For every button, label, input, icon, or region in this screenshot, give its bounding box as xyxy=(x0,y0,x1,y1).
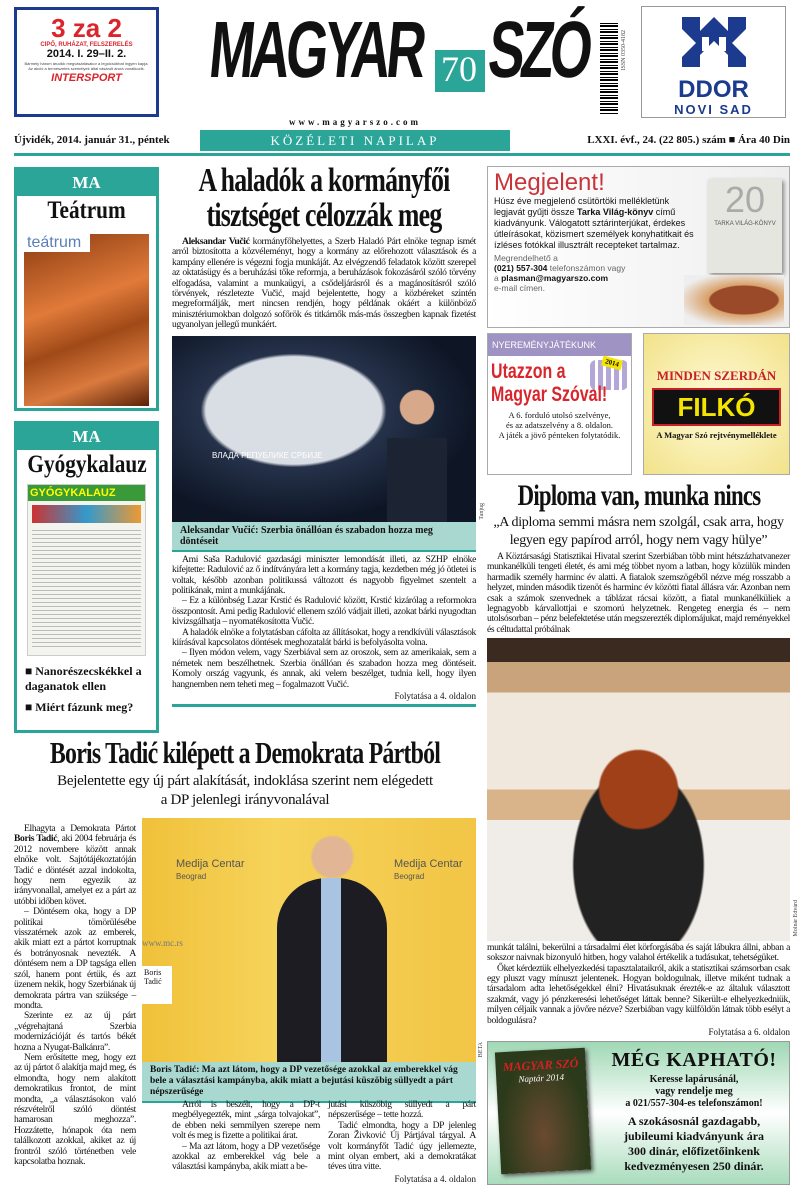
ad-filko-top: MINDEN SZERDÁN xyxy=(656,368,777,383)
backdrop-logo: Medija Centar Beograd xyxy=(176,858,245,881)
intersport-logo: INTERSPORT xyxy=(51,72,122,84)
ad-intersport-subtitle: CIPŐ, RUHÁZAT, FELSZERELÉS xyxy=(40,42,133,48)
paragraph: Ami Saša Radulović gazdasági miniszter lemondását illeti, az SZHP elnöke kifejtette: Radulović az ő indítványára lett a kormány tagja, kezdetben még jó ötletei is voltak, később azonban politikussá változott és nagyobb figyelmet szentelt a politikának, mint a munkájának. xyxy=(172,553,476,596)
lead-article xyxy=(172,162,485,701)
book-cake-photo xyxy=(684,275,784,325)
issue-info: LXXI. évf., 24. (22 805.) szám ■ Ára 40 Din xyxy=(587,134,790,146)
paragraph: Nem erősítette meg, hogy ezt az új pártot ő alakítja majd meg, és elmondta, hogy nem alakított demokratikus frontot, de mint mondta, „a választásokon való részvételről szóló döntést hamarosan meghozza”. Hozzátette, hónapok óta nem találkozott azokkal, akiket az új frontról szóló történetben vele kapcsolatba hoznak. xyxy=(14,1051,136,1167)
tadic-col3 xyxy=(328,1100,476,1184)
ddor-logo-icon xyxy=(674,11,754,73)
ad-calendar-lines: Keresse lapárusánál, vagy rendelje meg a 021/557-304-es telefonszámon! xyxy=(625,1074,763,1109)
lead-photo-person xyxy=(387,382,447,522)
masthead-logo xyxy=(205,0,595,112)
tadic-article xyxy=(14,735,476,810)
paragraph: – Ilyen módon velem, vagy Szerbiával sem az oroszok, sem az amerikaiak, sem a németek nem beszélhetnek. Szerbia önállóan és szabadon hozza meg döntéseit. Komoly ország vagyunk, és annak, aki velem beszélget, tudnia kell, hogy ilyen hangnemben nem teheti meg – fogalmazott Vučić. xyxy=(172,647,476,690)
paragraph: munkát találni, bekerülni a társadalmi élet körforgásába és saját lábukra állni, abban a sokszor naivnak bizonyuló hitben, hogy valahol értékelik a tudásukat, tehetségüket. xyxy=(487,941,790,964)
supplement-title: Gyógykalauz xyxy=(27,451,147,478)
ad-intersport-dates: 2014. I. 29–II. 2. xyxy=(46,48,127,60)
bullet-text: Nanorészecskékkel a daganatok ellen xyxy=(25,664,142,693)
paragraph: – Ma azt látom, hogy a DP vezetősége azokkal az emberekkel vág bele a választási kampányba, akik miatt a be- xyxy=(172,1140,320,1173)
lead-text-body: kormányfőhelyettes, a Szerb Haladó Párt elnöke tegnap ismét arról biztosította a közvéleményt, hogy a kormány az előrehozott választások és a kampány ellenére is végezni fogja munkáját. Az elvégzendő feladatok között szerepel az oktatásügy és a beruházási tőke reformja, a beruházások fokozásáról szóló törvény elfogadása, valamint a munkaügyi, a csődeljárásról és a magánosításról szóló törvények, részletezte Vučić, majd bejelentette, hogy a közbéreket szintén megreformálják, mert nincsen rendjén, hogy példának okáért a különböző minisztériumokban dolgozó sofőrök és titkárnők más-más összegben kapnak fizetést ugyanolyan jellegű munkáért. xyxy=(172,236,476,331)
ad-intersport[interactable] xyxy=(14,7,159,117)
paragraph: Tadić elmondta, hogy a DP jelenleg Zoran Živković Új Pártjával tárgyal. A volt kormányfőt Tadić úgy jellemezte, mint olyan embert, aki a demokratákat téves útra vitte. xyxy=(328,1119,476,1173)
filko-logo: FILKÓ xyxy=(652,388,781,426)
backdrop-logo-right: Medija Centar Beograd xyxy=(394,858,463,881)
ddor-city: NOVI SAD xyxy=(674,102,753,117)
ad-game-badge: 2014 xyxy=(601,356,623,371)
supplement-bullet[interactable]: ■ Miért fázunk meg? xyxy=(25,700,134,714)
diploma-photo-credit: Molnár Edvárd xyxy=(793,900,799,937)
ad-tarka-vilag-book[interactable] xyxy=(487,166,790,328)
calendar-cover-image: MAGYAR SZÓ Naptár 2014 xyxy=(495,1048,591,1175)
diploma-article xyxy=(487,479,799,1037)
ad-book-title: Megjelent! xyxy=(494,169,605,196)
ad-book-text: Húsz éve megjelenő csütörtöki mellékletünk legjavát gyűjti össze Tarka Világ-könyv című kiadványunk. Válogatott sztárinterjúkat, érdekes útleírásokat, közismert személyek konyhatitkait és ízléses fotókkal illusztrált recepteket tartalmaz. xyxy=(494,196,694,250)
ad-filko[interactable] xyxy=(643,333,790,475)
diploma-headline[interactable]: Diploma van, munka nincs xyxy=(517,479,761,512)
paragraph: Őket kérdeztük elhelyezkedési tapasztalataikról, akik a statisztikai számsorban csak egy pluszt vagy mínuszt jelentenek. Hogyan boldogulnak, illetve miként tudnak a társadalom adta lehetőségekkel élni? Hivatásuknak érezték-e az általuk választott szakmát, vagy jó pénzkeresési lehetőséget láttak benne? Sikerült-e elhelyezkedniük, milyen céljaik vannak a jövőre nézve? Szerbiában vagy külföldön látnak több esélyt a boldogulásra? xyxy=(487,962,790,1026)
logo-magyar: MAGYAR xyxy=(205,5,427,94)
ad-prize-game[interactable] xyxy=(487,333,632,475)
ad-intersport-promo: 3 za 2 xyxy=(51,13,122,43)
supplement-title: Teátrum xyxy=(47,197,126,224)
ad-ddor[interactable] xyxy=(641,6,786,118)
gyogykalauz-cover-logo: GYÓGYKALAUZ xyxy=(28,485,145,501)
lead-headline[interactable]: A haladók a kormányfői tisztséget célozzák meg xyxy=(198,162,450,234)
nameplate: Boris Tadić xyxy=(142,966,172,1004)
ad-filko-sub: A Magyar Szó rejtvénymelléklete xyxy=(656,430,777,440)
ad-intersport-fineprint: Bármely három árucikk megvásárlásakor a legolcsóbbat ingyen kapja. Az akció a természetes személyek által vásárolt árura vonatkozik. xyxy=(24,61,149,71)
dateline: Újvidék, 2014. január 31., péntek xyxy=(14,134,170,146)
ad-book-order: Megrendelhető a (021) 557-304 telefonszámon vagy a plasman@magyarszo.com e-mail címen. xyxy=(494,253,626,293)
section-rule xyxy=(172,704,476,707)
tagline-band xyxy=(200,130,510,151)
tadic-col1 xyxy=(14,824,136,1167)
ddor-name: DDOR xyxy=(678,76,749,103)
supplement-kicker: MA xyxy=(17,170,156,196)
paragraph: jutási küszöbig süllyedt a párt népszerűsége – tette hozzá. xyxy=(328,1099,476,1121)
tagline: KÖZÉLETI NAPILAP xyxy=(270,133,440,148)
supplement-teatrum[interactable] xyxy=(14,167,159,411)
supplement-kicker: MA xyxy=(17,424,156,450)
continued-link[interactable]: Folytatása a 4. oldalon xyxy=(394,1173,476,1184)
book-cover-image: 20 TARKA VILÁG-KÖNYV xyxy=(708,179,782,273)
paragraph: A haladók elnöke a folytatásban cáfolta az állításokat, hogy a rendkívüli választások kiírásával kapcsolatos döntések meghozatalát bárki is befolyásolta volna. xyxy=(172,626,476,648)
diploma-subhead: „A diploma semmi másra nem szolgál, csak arra, hogy legyen egy papírod arról, hogy nem vagy hülye” xyxy=(493,515,784,548)
ad-game-text: A 6. forduló utolsó szelvénye, és az adatszelvény a 8. oldalon. A játék a jövő pénteken folytatódik. xyxy=(498,410,621,440)
issn: ISSN 0350-4182 xyxy=(621,30,627,71)
ad-game-kicker: NYEREMÉNYJÁTÉKUNK xyxy=(488,334,631,356)
bullet-text: Miért fázunk meg? xyxy=(35,700,134,714)
tadic-headline[interactable]: Boris Tadić kilépett a Demokrata Pártból xyxy=(49,735,441,770)
diploma-photo xyxy=(487,638,799,941)
teatrum-cover-logo: teátrum xyxy=(24,234,90,252)
ad-calendar-title: MÉG KAPHATÓ! xyxy=(611,1049,777,1071)
continued-link[interactable]: Folytatása a 6. oldalon xyxy=(708,1027,790,1037)
lead-photo-credit: Tanjug xyxy=(479,503,485,520)
teatrum-cover-image xyxy=(24,234,149,406)
continued-link[interactable]: Folytatása a 4. oldalon xyxy=(394,691,476,701)
tadic-photo-credit: BETA xyxy=(478,1042,484,1058)
paragraph: – Döntésem oka, hogy a DP politikai tömörülésébe visszatérnek azok az emberek, akik miatt ezt a pártot korruptnak és botrányosnak nevezték. A döntésem nem a DP tagsága ellen szól, hanem pont értük, és azt üzenem nekik, hogy Szerbiának új demokrata pártra van szüksége – mondta. xyxy=(14,906,136,1011)
lead-photo xyxy=(172,336,485,522)
supplement-bullet[interactable]: ■ Nanorészecskékkel a daganatok ellen xyxy=(25,664,142,693)
tadic-caption: Boris Tadić: Ma azt látom, hogy a DP vezetősége azokkal az emberekkel vág bele a választási kampányba, akik miatt a bejutási küszöbig süllyedt a párt népszerűsége xyxy=(142,1062,476,1103)
lead-photo-sign: ВЛАДА РЕПУБЛИКЕ СРБИЈЕ xyxy=(212,451,323,460)
tadic-figure xyxy=(277,878,387,1062)
ad-game-title: Utazzon a Magyar Szóval! xyxy=(491,360,608,406)
tadic-photo xyxy=(142,818,476,1062)
tadic-col2 xyxy=(172,1100,320,1173)
paragraph: Arról is beszélt, hogy a DP-t megbélyegezték, mint „sárga tolvajokat”, de ebben neki semmilyen szerepe nem volt és meg is fizette a politikai árat. xyxy=(172,1099,320,1142)
logo-70: 70 xyxy=(441,49,477,89)
lead-name: Aleksandar Vučić xyxy=(182,236,250,247)
ad-calendar-offer: A szokásosnál gazdagabb, jubileumi kiadványunk ára 300 dinár, előfizetőinkenk kedvezményesen 250 dinár. xyxy=(623,1114,765,1173)
lead-caption: Aleksandar Vučić: Szerbia önállóan és szabadon hozza meg döntéseit xyxy=(172,522,476,552)
backdrop-web: www.mc.rs xyxy=(142,938,183,948)
paragraph: Szerinte ez az új párt „végrehajtaná Szerbia modernizációját és tartós békét hozna a Nyugat-Balkánra”. xyxy=(14,1010,136,1053)
masthead-url[interactable]: www.magyarszo.com xyxy=(289,117,421,127)
ad-calendar[interactable] xyxy=(487,1041,790,1185)
gyogykalauz-cover-image xyxy=(27,484,146,656)
lead-text xyxy=(172,237,476,331)
barcode xyxy=(600,22,618,114)
supplement-gyogykalauz[interactable] xyxy=(14,421,159,733)
masthead-rule xyxy=(14,153,790,156)
paragraph: – Ez a különbség Lazar Krstić és Radulović között, Krstić kizárólag a reformokra összpontosít. Ami pedig Radulović ellenem szóló vádjait illeti, azokat bárki nyugodtan kivizsgálhatja – nyomatékosította Vučić. xyxy=(172,595,476,628)
ad-book-email[interactable]: plasman@magyarszo.com xyxy=(501,273,609,283)
paragraph: A Köztársasági Statisztikai Hivatal szerint Szerbiában több mint hétszázhatvanezer munkanélküli tengeti életét, és ami még többet nyom a latban, hogy közülük minden harmadik személy harminc év alatti. A fiatalok szemszögéből nézve még rosszabb a helyzet, minden második tizenöt és harminc év közötti fiatal állásra vár. Azonban nem csak a számok szenvednek a táblázat rácsai között, a fiatal munkanélküliek a legnagyobb kárvallottjai e szomorú helyzetnek. Rengeteg energia és – nem utolsósorban – pénz belefektetése után megszerezték diplomájukat, majd reményekkel és céltudattal próbálnak xyxy=(487,551,790,635)
tadic-subhead: Bejelentette egy új párt alakítását, indoklása szerint nem elégedett a DP jelenlegi irányvonalával xyxy=(57,773,433,808)
logo-szo: SZÓ xyxy=(484,5,593,94)
paragraph: Elhagyta a Demokrata Pártot Boris Tadić, aki 2004 februárja és 2012 novembere között annak elnöke volt. Sajtótájékoztatóján Tadić e döntését azzal indokolta, hogy nem egyezik az irányvonallal, amelyet ez a párt az utóbbi időben követ. xyxy=(14,823,136,907)
